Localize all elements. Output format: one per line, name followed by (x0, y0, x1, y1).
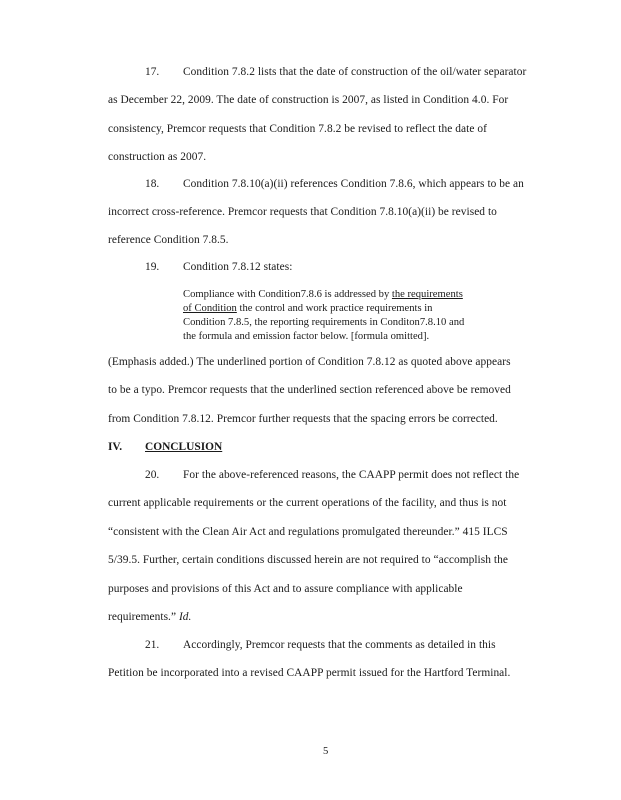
paragraph-20-line-1: For the above-referenced reasons, the CAAPP permit does not reflect the (183, 469, 520, 481)
paragraph-19-number: 19. (145, 261, 160, 273)
block-quote-line-1: Compliance with Condition7.8.6 is addressed by the requirements (183, 289, 463, 300)
paragraph-19-line-3: to be a typo. Premcor requests that the underlined section referenced above be removed (108, 384, 511, 396)
section-number: IV. (108, 441, 123, 453)
page-number: 5 (323, 746, 329, 757)
paragraph-18-line-2: incorrect cross-reference. Premcor requests that Condition 7.8.10(a)(ii) be revised to (108, 206, 497, 218)
paragraph-17-line-4: construction as 2007. (108, 151, 207, 163)
block-quote-line-2: of Condition the control and work practice requirements in (183, 303, 433, 314)
paragraph-17-line-3: consistency, Premcor requests that Condition 7.8.2 be revised to reflect the date of (108, 123, 487, 135)
block-quote-line-3: Condition 7.8.5, the reporting requirements in Conditon7.8.10 and (183, 317, 465, 328)
block-quote-line-4: the formula and emission factor below. [formula omitted]. (183, 331, 430, 342)
paragraph-20-number: 20. (145, 469, 160, 481)
paragraph-20-line-2: current applicable requirements or the current operations of the facility, and thus is not (108, 497, 507, 509)
paragraph-19-line-4: from Condition 7.8.12. Premcor further requests that the spacing errors be corrected. (108, 413, 498, 425)
paragraph-20-line-6: requirements.” Id. (108, 611, 192, 623)
paragraph-20-line-3: “consistent with the Clean Air Act and regulations promulgated thereunder.” 415 ILCS (108, 526, 508, 538)
paragraph-17-line-2: as December 22, 2009. The date of construction is 2007, as listed in Condition 4.0. For (108, 94, 509, 106)
paragraph-21-line-1: Accordingly, Premcor requests that the comments as detailed in this (183, 639, 496, 651)
section-title: CONCLUSION (145, 441, 223, 453)
paragraph-19-line-2: (Emphasis added.) The underlined portion of Condition 7.8.12 as quoted above appears (108, 356, 511, 368)
paragraph-20-line-5: purposes and provisions of this Act and to assure compliance with applicable (108, 583, 463, 595)
paragraph-18-line-3: reference Condition 7.8.5. (108, 234, 229, 246)
paragraph-21-line-2: Petition be incorporated into a revised CAAPP permit issued for the Hartford Terminal. (108, 667, 511, 679)
paragraph-17-number: 17. (145, 66, 160, 78)
paragraph-17-line-1: Condition 7.8.2 lists that the date of construction of the oil/water separator (183, 66, 527, 78)
paragraph-20-line-4: 5/39.5. Further, certain conditions discussed herein are not required to “accomplish the (108, 554, 508, 566)
paragraph-18-line-1: Condition 7.8.10(a)(ii) references Condition 7.8.6, which appears to be an (183, 178, 524, 190)
paragraph-21-number: 21. (145, 639, 160, 651)
paragraph-19-line-1: Condition 7.8.12 states: (183, 261, 293, 273)
paragraph-18-number: 18. (145, 178, 160, 190)
